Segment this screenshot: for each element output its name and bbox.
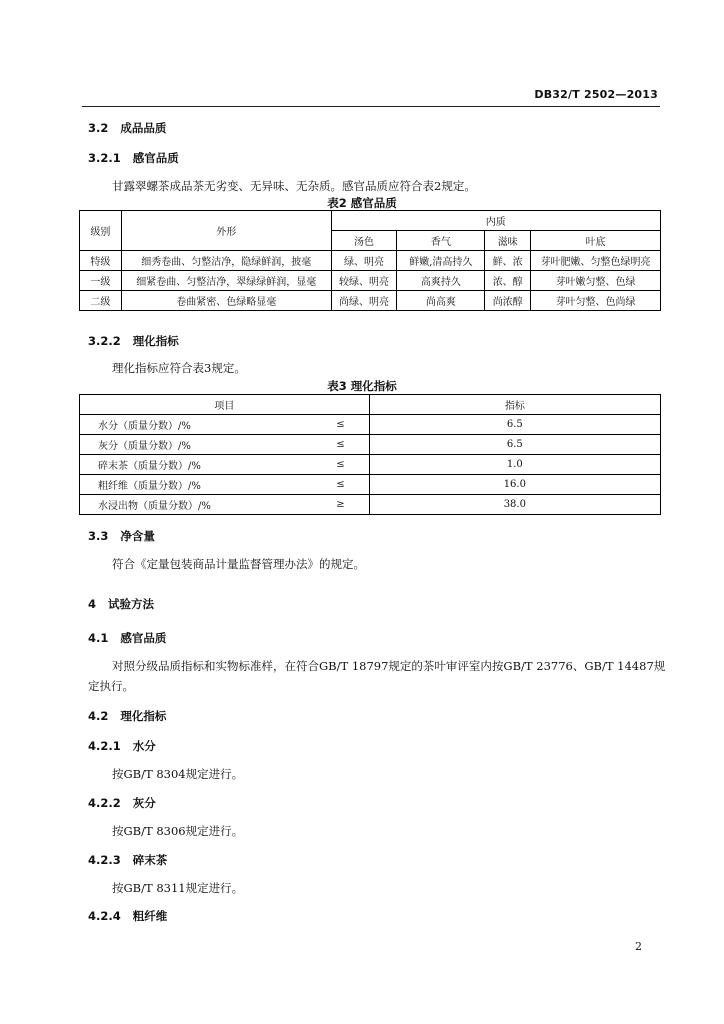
- page-number: 2: [635, 940, 642, 953]
- heading-4-1: [88, 630, 166, 646]
- cell-appearance: 细紧卷曲、匀整洁净，翠绿绿鲜润，显毫: [121, 271, 331, 291]
- cell-grade: 一级: [80, 271, 122, 291]
- heading-title: 试验方法: [108, 597, 155, 611]
- heading-title: 理化指标: [120, 709, 167, 723]
- heading-3-3: [88, 528, 155, 544]
- table-row: [80, 435, 661, 455]
- heading-number: 4.2.1: [88, 739, 121, 753]
- table-header-row: [80, 395, 661, 415]
- cell-item: 灰分（质量分数）/%: [80, 435, 310, 455]
- heading-number: 4: [88, 597, 97, 611]
- cell-leaf-bottom: 芽叶嫩匀整、色绿: [531, 271, 661, 291]
- paragraph-4-2-1: 按GB/T 8304规定进行。: [112, 767, 244, 781]
- cell-leaf-bottom: 芽叶匀整、色尚绿: [531, 291, 661, 311]
- table-row: [80, 271, 661, 291]
- cell-comparator: ≤: [309, 475, 369, 495]
- heading-number: 3.2: [88, 121, 109, 135]
- table-row: [80, 291, 661, 311]
- cell-soup-color: 绿、明亮: [331, 251, 397, 271]
- heading-3-2: [88, 120, 166, 136]
- cell-aroma: 尚高爽: [397, 291, 485, 311]
- cell-index-value: 16.0: [369, 475, 660, 495]
- cell-index-value: 6.5: [369, 415, 660, 435]
- cell-comparator: ≤: [309, 415, 369, 435]
- header-grade: 级别: [80, 211, 122, 251]
- sensory-quality-table: [79, 210, 661, 311]
- cell-appearance: 卷曲紧密、色绿略显毫: [121, 291, 331, 311]
- paragraph-4-1: 对照分级品质指标和实物标准样，在符合GB/T 18797规定的茶叶审评室内按GB/T 23776、GB/T 14487规定执行。: [88, 659, 666, 693]
- header-item: 项目: [80, 395, 370, 415]
- heading-number: 4.2.4: [88, 909, 121, 923]
- heading-title: 水分: [132, 739, 156, 753]
- heading-title: 净含量: [120, 529, 155, 543]
- cell-grade: 特级: [80, 251, 122, 271]
- cell-appearance: 细秀卷曲、匀整洁净，隐绿鲜润，披毫: [121, 251, 331, 271]
- cell-item: 水分（质量分数）/%: [80, 415, 310, 435]
- heading-title: 理化指标: [132, 334, 179, 348]
- heading-4: [88, 596, 154, 612]
- cell-taste: 鲜、浓: [485, 251, 531, 271]
- heading-title: 感官品质: [132, 151, 179, 165]
- cell-grade: 二级: [80, 291, 122, 311]
- header-aroma: 香气: [397, 231, 485, 251]
- paragraph-4-2-2: 按GB/T 8306规定进行。: [112, 824, 244, 838]
- heading-title: 成品品质: [120, 121, 167, 135]
- physicochemical-table: [79, 394, 661, 515]
- cell-soup-color: 尚绿、明亮: [331, 291, 397, 311]
- heading-title: 感官品质: [120, 631, 167, 645]
- heading-4-2: [88, 708, 166, 724]
- heading-number: 4.2: [88, 709, 109, 723]
- cell-leaf-bottom: 芽叶肥嫩、匀整色绿明亮: [531, 251, 661, 271]
- cell-index-value: 38.0: [369, 495, 660, 515]
- header-index: 指标: [369, 395, 660, 415]
- cell-item: 水浸出物（质量分数）/%: [80, 495, 310, 515]
- table-row: [80, 251, 661, 271]
- table-row: [80, 475, 661, 495]
- heading-title: 碎末茶: [132, 853, 168, 867]
- header-soup-color: 汤色: [331, 231, 397, 251]
- table-row: [80, 415, 661, 435]
- header-taste: 滋味: [485, 231, 531, 251]
- header-inner-quality: 内质: [331, 211, 660, 231]
- table3-caption: 表3 理化指标: [327, 379, 397, 393]
- paragraph-4-2-3: 按GB/T 8311规定进行。: [112, 881, 244, 895]
- heading-4-2-2: [88, 795, 156, 811]
- heading-title: 粗纤维: [132, 909, 168, 923]
- cell-index-value: 6.5: [369, 435, 660, 455]
- cell-comparator: ≥: [309, 495, 369, 515]
- cell-aroma: 鲜嫩,清高持久: [397, 251, 485, 271]
- cell-comparator: ≤: [309, 455, 369, 475]
- header-rule: [82, 106, 660, 107]
- heading-4-2-1: [88, 738, 156, 754]
- cell-index-value: 1.0: [369, 455, 660, 475]
- paragraph-3-3: 符合《定量包装商品计量监督管理办法》的规定。: [112, 557, 365, 571]
- cell-comparator: ≤: [309, 435, 369, 455]
- table-header-row: [80, 211, 661, 231]
- heading-number: 4.2.3: [88, 853, 121, 867]
- heading-number: 4.1: [88, 631, 109, 645]
- cell-soup-color: 较绿、明亮: [331, 271, 397, 291]
- cell-aroma: 高爽持久: [397, 271, 485, 291]
- heading-number: 3.2.1: [88, 151, 121, 165]
- heading-number: 3.3: [88, 529, 109, 543]
- heading-number: 4.2.2: [88, 796, 121, 810]
- heading-4-2-4: [88, 908, 167, 924]
- heading-title: 灰分: [132, 796, 156, 810]
- paragraph-3-2-1: 甘露翠螺茶成品茶无劣变、无异味、无杂质。感官品质应符合表2规定。: [112, 179, 476, 193]
- heading-4-2-3: [88, 852, 167, 868]
- header-appearance: 外形: [121, 211, 331, 251]
- cell-item: 碎末茶（质量分数）/%: [80, 455, 310, 475]
- heading-3-2-1: [88, 150, 179, 166]
- table2-caption: 表2 感官品质: [327, 196, 397, 210]
- standard-number: DB32/T 2502—2013: [534, 88, 658, 101]
- cell-item: 粗纤维（质量分数）/%: [80, 475, 310, 495]
- header-leaf-bottom: 叶底: [531, 231, 661, 251]
- table-row: [80, 455, 661, 475]
- paragraph-3-2-2: 理化指标应符合表3规定。: [112, 361, 246, 375]
- heading-3-2-2: [88, 333, 179, 349]
- table-row: [80, 495, 661, 515]
- cell-taste: 浓、醇: [485, 271, 531, 291]
- cell-taste: 尚浓醇: [485, 291, 531, 311]
- heading-number: 3.2.2: [88, 334, 121, 348]
